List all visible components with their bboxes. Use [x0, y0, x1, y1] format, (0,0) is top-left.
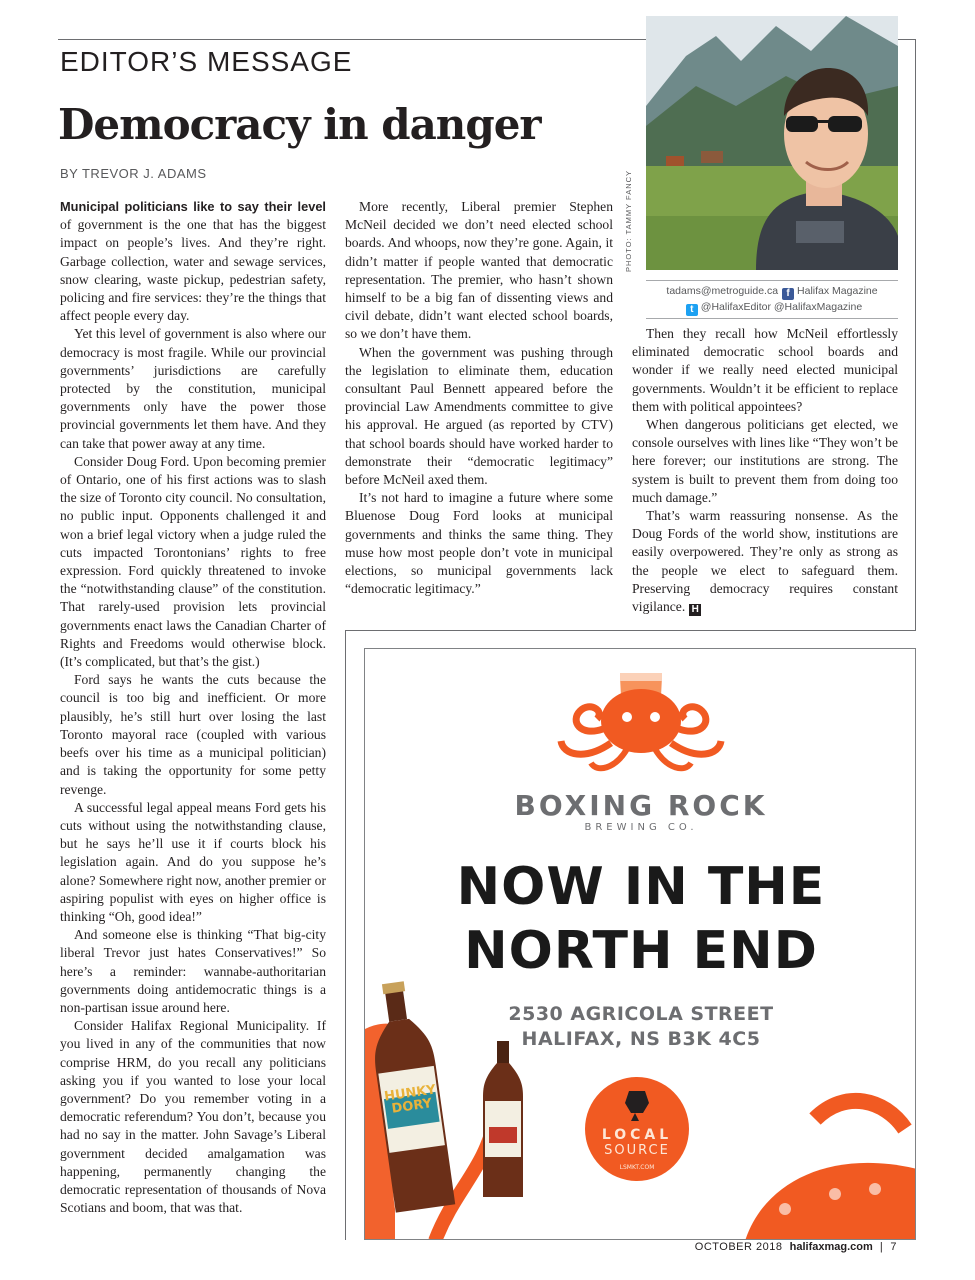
- article-paragraph: When dangerous politicians get elected, we console ourselves with lines like “They won’t be here forever; our institutions are strong. The system is built to prevent them from doing too much damage.”: [632, 417, 898, 505]
- local-source-text: SOURCE: [604, 1143, 670, 1158]
- article-paragraph: Then they recall how McNeil effortlessly eliminated democratic school boards and wonder if we really need elected municipal governments. Wouldn’t it be efficient to replace them with political appointees?: [632, 326, 898, 414]
- facebook-icon: f: [782, 288, 794, 300]
- ad-address-2: HALIFAX, NS B3K 4C5: [521, 1028, 761, 1050]
- local-source-url: LSMKT.COM: [619, 1164, 655, 1171]
- article-paragraph: A successful legal appeal means Ford gets his cuts without using the notwithstanding clause, but he says he’ll use it if courts block his legislation again. And do you suppose he’s alone? Somewhere right now, another premier or aspiring populist with eyes on higher office is thinking “Oh, good idea!”: [60, 799, 326, 924]
- footer-date: OCTOBER 2018: [694, 1241, 783, 1253]
- footer-separator: |: [879, 1241, 884, 1253]
- advertisement[interactable]: [364, 648, 916, 1240]
- article-lead-in: Municipal politicians like to say their level: [60, 199, 326, 214]
- contact-line-2: [646, 301, 898, 316]
- box-bottom-rule: [345, 630, 916, 631]
- article-paragraph: And someone else is thinking “That big-city liberal Trevor just hates Conservatives!” So here’s a reminder: wannabe-authoritarian governments doing antidemocratic things is a non-partisan issue around here.: [60, 927, 326, 1015]
- ad-headline-1: NOW IN THE: [456, 857, 826, 917]
- bottle-label: HUNKY DORY: [383, 1082, 437, 1117]
- photo-credit: PHOTO: TAMMY FANCY: [624, 169, 633, 272]
- contact-rule: [646, 280, 898, 281]
- author-photo: [646, 16, 898, 270]
- contact-twitter[interactable]: @HalifaxEditor @HalifaxMagazine: [700, 301, 863, 313]
- page-number: 7: [890, 1241, 897, 1253]
- ad-address-1: 2530 AGRICOLA STREET: [508, 1003, 774, 1025]
- article-column-1: [60, 198, 326, 1217]
- footer-site[interactable]: halifaxmag.com: [789, 1241, 873, 1253]
- article-paragraph-text: of government is the one that has the biggest impact on people’s lives. And they’re right. Garbage collection, water and sewage services, snow clearing, waste pickup, pedestrian safety, policing and fire services: they’re the things that affect people every day.: [60, 217, 326, 324]
- author-photo-illustration: [646, 16, 898, 270]
- ad-headline-2: NORTH END: [464, 921, 818, 981]
- contact-email[interactable]: tadams@metroguide.ca: [666, 285, 779, 297]
- ad-brand: BOXING ROCK: [514, 789, 768, 822]
- article-paragraph: Consider Halifax Regional Municipality. If you lived in any of the communities that now comprise HRM, do you recall any politicians asking you if you wanted to lose your local government? Do you remember voting in a democratic referendum? You don’t, because you had no say in the matter. John Savage’s Liberal government decided amalgamation was happening, permanently changing the democratic representation of thousands of Nova Scotians and boom, that was that.: [60, 1018, 326, 1216]
- contact-line-1: [646, 285, 898, 300]
- contact-facebook[interactable]: Halifax Magazine: [797, 285, 878, 297]
- article-paragraph: When the government was pushing through the legislation to eliminate them, education consultant Paul Bennett appeared before the provincial Law Amendments committee to give his approval. He argued (as reported by CTV) that school boards should have worked harder to demonstrate their “democratic legitimacy” before McNeil axed them.: [345, 344, 613, 488]
- box-left-rule: [345, 630, 346, 1240]
- article-column-2: [345, 198, 613, 598]
- article-paragraph: More recently, Liberal premier Stephen McNeil decided we don’t need elected school boards. And whoops, now they’re gone. Again, it didn’t matter if people wanted that democratic representation. The premier, who hasn’t shown himself to be a big fan of dissenting views and civil debate, didn’t want elected school boards, so we don’t have them.: [345, 199, 613, 342]
- article-paragraph: Ford says he wants the cuts because the council is too big and inefficient. Or more plausibly, he’s still hurt over losing the last Toronto mayoral race (coupled with various beefs over his time as a municipal politician) and is taking the opportunity for some petty revenge.: [60, 672, 326, 797]
- article-paragraph: Yet this level of government is also where our democracy is most fragile. While our provincial governments’ jurisdictions are carefully protected by the constitution, municipal governments only have the power those provincial governments let them have. And they can take that power away at any time.: [60, 326, 326, 451]
- page-footer: [695, 1241, 897, 1253]
- article-paragraph: [632, 507, 898, 616]
- end-mark-icon: H: [689, 604, 701, 616]
- section-rule-right: [915, 39, 916, 631]
- local-source-text: LOCAL: [601, 1127, 673, 1143]
- article-paragraph-text: That’s warm reassuring nonsense. As the Doug Fords of the world show, institutions are easily overpowered. They’re only as strong as the people we elect to safeguard them. Preserving democracy requires constant vigilance.: [632, 508, 898, 615]
- section-label: EDITOR’S MESSAGE: [60, 46, 353, 77]
- article-paragraph: It’s not hard to imagine a future where some Bluenose Doug Ford looks at municipal governments and thinks the same thing. They muse how most people don’t vote in municipal elections, so municipal governments lack “democratic legitimacy.”: [345, 490, 613, 597]
- twitter-icon: t: [686, 304, 698, 316]
- contact-rule: [646, 318, 898, 319]
- ad-brand-sub: BREWING CO.: [584, 822, 698, 833]
- page-title: Democracy in danger: [58, 100, 541, 149]
- article-column-3: [632, 325, 898, 616]
- byline: BY TREVOR J. ADAMS: [60, 166, 207, 181]
- article-paragraph: Consider Doug Ford. Upon becoming premier of Ontario, one of his first actions was to slash the size of Toronto city council. No consultation, no public input. Opponents challenged it and won a brief legal victory when a judge ruled the cuts impacted Torontonians’ rights to free expression. Ford quickly threatened to invoke the “notwithstanding clause” of the constitution. That rarely-used provision lets provincial governments enact laws the Canadian Charter of Rights and Freedoms would otherwise block. (It’s complicated, but that’s the gist.): [60, 453, 326, 670]
- article-paragraph: [60, 198, 326, 325]
